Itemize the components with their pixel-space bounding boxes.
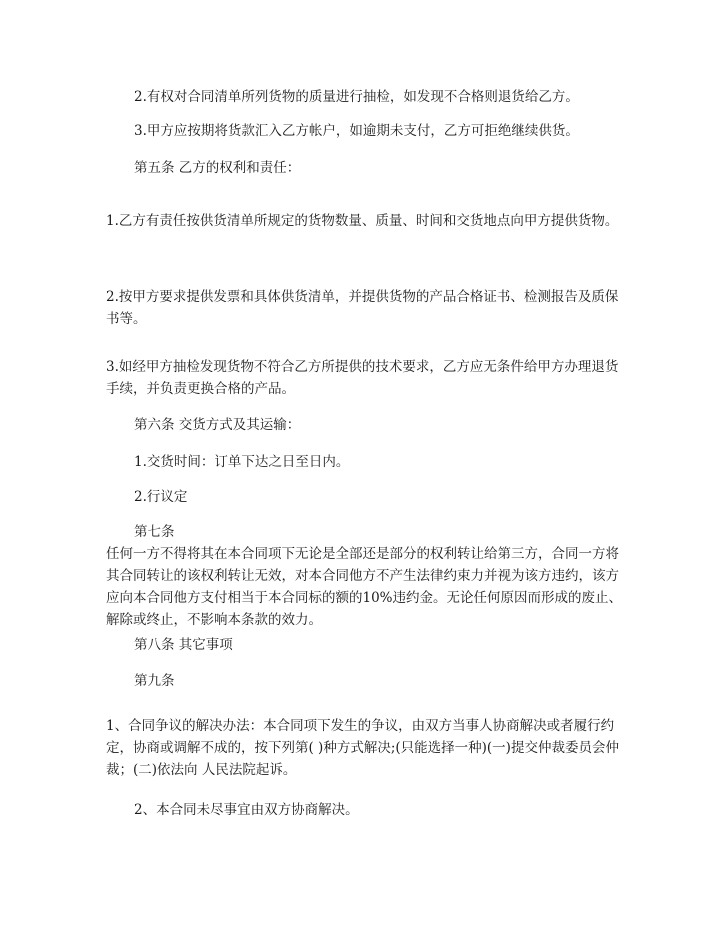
clause-paragraph: 2、本合同未尽事宜由双方协商解决。 — [134, 802, 359, 818]
clause-paragraph: 任何一方不得将其在本合同项下无论是全部还是部分的权利转让给第三方，合同一方将其合同转让的该权利转让无效，对本合同他方不产生法律约束力并视为该方违约，该方应向本合同他方支付相当于本合同标的额的10%违约金。无论任何原因而形成的废止、解除或终止，不影响本条款的效力。 — [106, 546, 623, 628]
article-heading: 第八条 其它事项 — [134, 637, 233, 653]
article-heading: 第六条 交货方式及其运输： — [134, 417, 301, 433]
article-heading: 第九条 — [134, 673, 175, 689]
clause-paragraph: 3.如经甲方抽检发现货物不符合乙方所提供的技术要求，乙方应无条件给甲方办理退货手续，并负责更换合格的产品。 — [106, 359, 619, 397]
clause-paragraph: 3.甲方应按期将货款汇入乙方帐户，如逾期未支付，乙方可拒绝继续供货。 — [134, 123, 579, 139]
clause-paragraph: 1.乙方有责任按供货清单所规定的货物数量、质量、时间和交货地点向甲方提供货物。 — [106, 213, 619, 229]
article-heading: 第五条 乙方的权利和责任： — [134, 160, 301, 176]
clause-paragraph: 1、合同争议的解决办法：本合同项下发生的争议，由双方当事人协商解决或者履行约定，协商或调解不成的，按下列第( )种方式解决;(只能选择一种)(一)提交仲裁委员会仲裁；(二)依法向 人民法院起诉。 — [106, 718, 619, 778]
clause-paragraph: 2.按甲方要求提供发票和具体供货清单，并提供货物的产品合格证书、检测报告及质保书等。 — [106, 289, 619, 327]
article-heading: 第七条 — [134, 524, 175, 540]
clause-paragraph: 1.交货时间：订单下达之日至日内。 — [134, 454, 350, 470]
clause-paragraph: 2.有权对合同清单所列货物的质量进行抽检，如发现不合格则退货给乙方。 — [134, 89, 579, 105]
clause-paragraph: 2.行议定 — [134, 489, 188, 505]
